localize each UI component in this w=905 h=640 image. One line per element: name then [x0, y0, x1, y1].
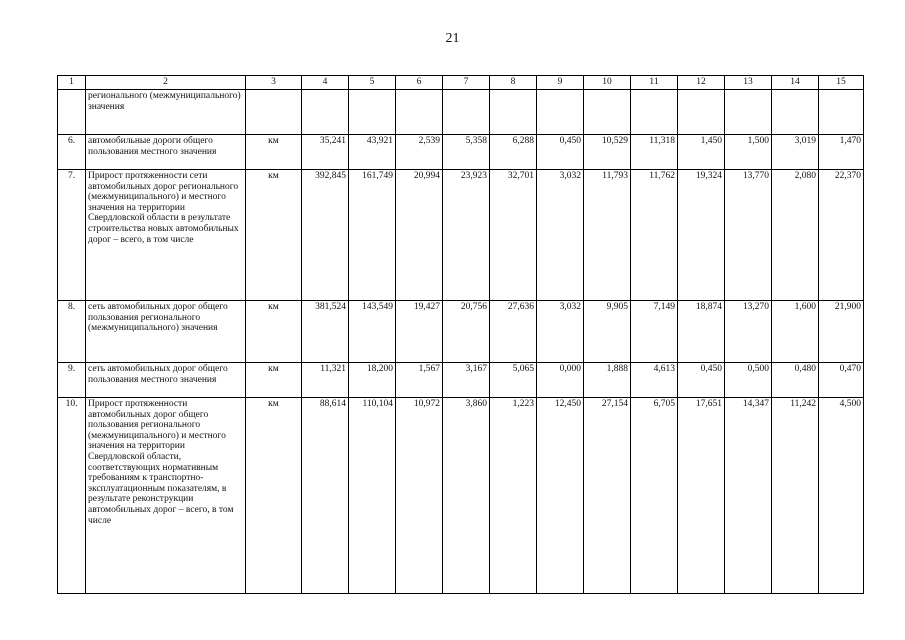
- cell-value: 4,613: [631, 363, 678, 398]
- row-name: регионального (межмуниципального) значения: [86, 90, 246, 135]
- column-number: 5: [349, 76, 396, 90]
- row-unit: км: [246, 398, 302, 594]
- cell-value: 1,450: [678, 135, 725, 170]
- cell-value: 5,065: [490, 363, 537, 398]
- cell-value: 4,500: [819, 398, 864, 594]
- column-number: 11: [631, 76, 678, 90]
- table-row: [58, 398, 864, 594]
- cell-value: 18,200: [349, 363, 396, 398]
- cell-value: [490, 90, 537, 135]
- cell-value: 11,321: [302, 363, 349, 398]
- cell-value: 9,905: [584, 301, 631, 363]
- cell-value: 3,860: [443, 398, 490, 594]
- cell-value: 3,019: [772, 135, 819, 170]
- cell-value: 27,154: [584, 398, 631, 594]
- cell-value: 1,500: [725, 135, 772, 170]
- column-number: 3: [246, 76, 302, 90]
- cell-value: [537, 90, 584, 135]
- cell-value: 88,614: [302, 398, 349, 594]
- cell-value: 0,470: [819, 363, 864, 398]
- cell-value: [443, 90, 490, 135]
- row-number: 6.: [58, 135, 86, 170]
- row-unit: км: [246, 363, 302, 398]
- cell-value: 3,167: [443, 363, 490, 398]
- cell-value: 32,701: [490, 170, 537, 301]
- row-name: Прирост протяженности сети автомобильных дорог регионального (межмуниципального) и местного значения на территории Свердловской области в результате строительства новых автомобильных дорог – всего, в том числе: [86, 170, 246, 301]
- column-number: 14: [772, 76, 819, 90]
- cell-value: 5,358: [443, 135, 490, 170]
- cell-value: 18,874: [678, 301, 725, 363]
- cell-value: 14,347: [725, 398, 772, 594]
- table-row: [58, 135, 864, 170]
- cell-value: 7,149: [631, 301, 678, 363]
- row-name: Прирост протяженности автомобильных дорог общего пользования регионального (межмуниципального) и местного значения на территории Свердловской области, соответствующих нормативным требованиям к транспортно-эксплуатационным показателям, в результате реконструкции автомобильных дорог – всего, в том числе: [86, 398, 246, 594]
- data-table: [57, 75, 864, 594]
- cell-value: 1,888: [584, 363, 631, 398]
- cell-value: 3,032: [537, 301, 584, 363]
- cell-value: 1,223: [490, 398, 537, 594]
- cell-value: 19,427: [396, 301, 443, 363]
- cell-value: 11,318: [631, 135, 678, 170]
- cell-value: 0,480: [772, 363, 819, 398]
- cell-value: 1,600: [772, 301, 819, 363]
- cell-value: 1,470: [819, 135, 864, 170]
- cell-value: 110,104: [349, 398, 396, 594]
- row-number: 7.: [58, 170, 86, 301]
- cell-value: [349, 90, 396, 135]
- cell-value: 381,524: [302, 301, 349, 363]
- table-row: [58, 170, 864, 301]
- row-name: сеть автомобильных дорог общего пользования местного значения: [86, 363, 246, 398]
- column-number: 9: [537, 76, 584, 90]
- cell-value: 35,241: [302, 135, 349, 170]
- row-number: [58, 90, 86, 135]
- cell-value: 20,756: [443, 301, 490, 363]
- cell-value: 21,900: [819, 301, 864, 363]
- cell-value: 0,450: [537, 135, 584, 170]
- column-number: 15: [819, 76, 864, 90]
- cell-value: 10,972: [396, 398, 443, 594]
- cell-value: 19,324: [678, 170, 725, 301]
- row-number: 10.: [58, 398, 86, 594]
- table-row: [58, 363, 864, 398]
- cell-value: 3,032: [537, 170, 584, 301]
- table-header-row: [58, 76, 864, 90]
- cell-value: 0,450: [678, 363, 725, 398]
- cell-value: 1,567: [396, 363, 443, 398]
- row-unit: км: [246, 170, 302, 301]
- column-number: 12: [678, 76, 725, 90]
- cell-value: [819, 90, 864, 135]
- row-number: 8.: [58, 301, 86, 363]
- cell-value: 27,636: [490, 301, 537, 363]
- cell-value: [302, 90, 349, 135]
- cell-value: 23,923: [443, 170, 490, 301]
- cell-value: 161,749: [349, 170, 396, 301]
- cell-value: [772, 90, 819, 135]
- cell-value: 0,000: [537, 363, 584, 398]
- cell-value: 11,242: [772, 398, 819, 594]
- column-number: 4: [302, 76, 349, 90]
- cell-value: 12,450: [537, 398, 584, 594]
- cell-value: [631, 90, 678, 135]
- cell-value: 2,539: [396, 135, 443, 170]
- cell-value: 13,270: [725, 301, 772, 363]
- cell-value: [678, 90, 725, 135]
- column-number: 6: [396, 76, 443, 90]
- cell-value: 20,994: [396, 170, 443, 301]
- cell-value: 22,370: [819, 170, 864, 301]
- page-number: 21: [445, 31, 460, 46]
- cell-value: 392,845: [302, 170, 349, 301]
- cell-value: 6,288: [490, 135, 537, 170]
- column-number: 1: [58, 76, 86, 90]
- cell-value: 10,529: [584, 135, 631, 170]
- row-unit: [246, 90, 302, 135]
- table-row: [58, 301, 864, 363]
- row-unit: км: [246, 135, 302, 170]
- cell-value: [584, 90, 631, 135]
- row-number: 9.: [58, 363, 86, 398]
- cell-value: 43,921: [349, 135, 396, 170]
- cell-value: 13,770: [725, 170, 772, 301]
- table-row: [58, 90, 864, 135]
- column-number: 2: [86, 76, 246, 90]
- row-name: автомобильные дороги общего пользования местного значения: [86, 135, 246, 170]
- cell-value: 11,793: [584, 170, 631, 301]
- cell-value: 17,651: [678, 398, 725, 594]
- row-unit: км: [246, 301, 302, 363]
- cell-value: 2,080: [772, 170, 819, 301]
- column-number: 13: [725, 76, 772, 90]
- cell-value: 143,549: [349, 301, 396, 363]
- column-number: 10: [584, 76, 631, 90]
- cell-value: [396, 90, 443, 135]
- row-name: сеть автомобильных дорог общего пользования регионального (межмуниципального) значения: [86, 301, 246, 363]
- column-number: 8: [490, 76, 537, 90]
- cell-value: [725, 90, 772, 135]
- column-number: 7: [443, 76, 490, 90]
- cell-value: 11,762: [631, 170, 678, 301]
- cell-value: 0,500: [725, 363, 772, 398]
- cell-value: 6,705: [631, 398, 678, 594]
